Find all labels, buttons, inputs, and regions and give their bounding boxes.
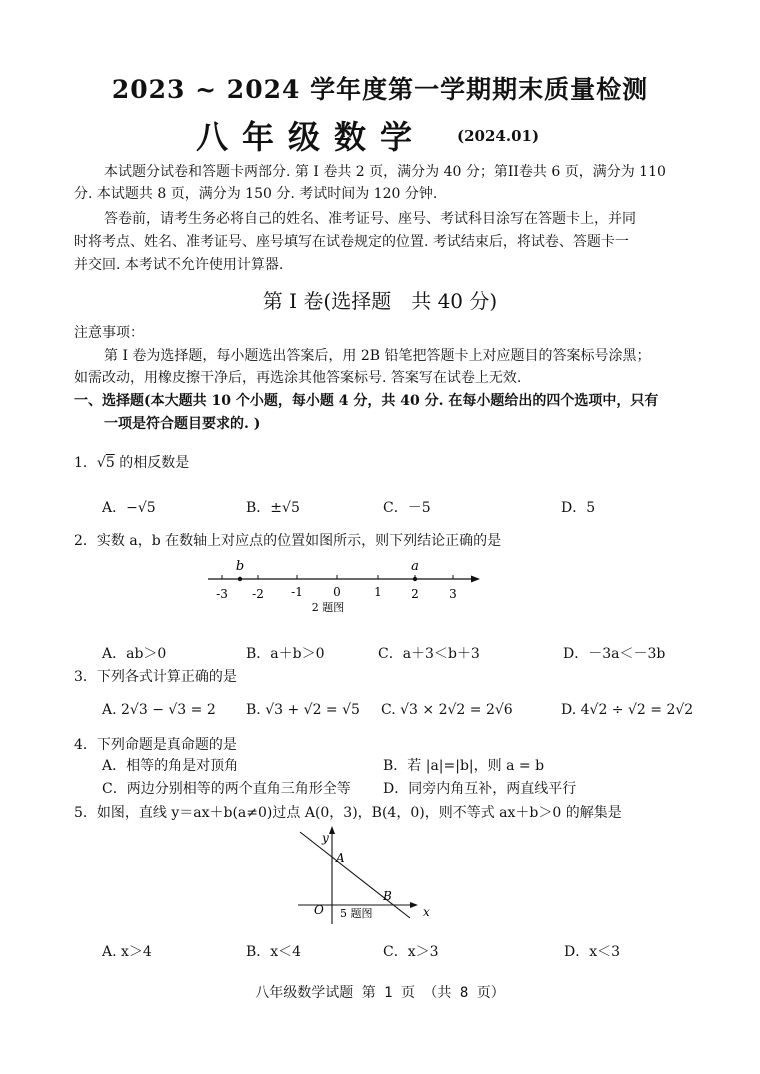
q1-radicand: 5 — [105, 455, 115, 471]
q4-stem: 4．下列命题是真命题的是 — [74, 737, 237, 753]
point-a-label: A — [336, 851, 345, 865]
exam-subtitle: 八年级数学 — [196, 118, 427, 156]
tick-label: 1 — [374, 585, 382, 599]
q5-option-b: B．x＜4 — [246, 944, 302, 960]
q2-option-d: D．－3a＜－3b — [563, 646, 666, 662]
q5-option-a: A. x＞4 — [102, 944, 152, 960]
tick-label: -2 — [252, 587, 264, 601]
intro-line-5: 并交回. 本考试不允许使用计算器. — [74, 257, 284, 273]
y-axis-label: y — [322, 831, 329, 845]
intro-line-3: 答卷前，请考生务必将自己的姓名、准考证号、座号、考试科目涂写在答题卡上，并同 — [104, 211, 636, 227]
q2-option-b: B．a＋b＞0 — [246, 646, 325, 662]
point-b-label: B — [383, 889, 392, 903]
y-axis-arrow — [329, 826, 335, 834]
q4-option-b: B．若 |a|=|b|，则 a = b — [383, 758, 545, 774]
exam-date: (2024.01) — [457, 127, 540, 145]
q5-option-c: C．x＞3 — [383, 944, 439, 960]
x-axis-arrow — [410, 902, 418, 908]
q5-option-d: D．x＜3 — [564, 944, 621, 960]
q1-stem-text: 的相反数是 — [114, 455, 190, 471]
tick-label: -3 — [216, 587, 228, 601]
q2-number-line-figure — [200, 552, 490, 624]
q3-stem: 3．下列各式计算正确的是 — [74, 669, 237, 685]
sqrt-symbol: √ — [96, 455, 106, 471]
tick-label: 3 — [449, 587, 457, 601]
page-footer: 八年级数学试题 第 1 页 （共 8 页） — [255, 985, 505, 1001]
q3-option-b: B. √3 + √2 = √5 — [246, 702, 360, 718]
number-line-arrow — [471, 576, 480, 583]
notice-line-2: 如需改动，用橡皮擦干净后，再选涂其他答案标号. 答案写在试卷上无效. — [74, 370, 522, 386]
q4-option-c: C．两边分别相等的两个直角三角形全等 — [102, 781, 351, 797]
q4-option-a: A．相等的角是对顶角 — [102, 758, 239, 774]
point-b-label: b — [235, 559, 245, 574]
x-axis-label: x — [423, 905, 430, 919]
q1-option-c: C．－5 — [383, 500, 431, 516]
q1-option-a: A．−√5 — [102, 500, 156, 516]
intro-line-1: 本试题分试卷和答题卡两部分. 第 I 卷共 2 页，满分为 40 分；第II卷共 6 页，满分为 110 — [104, 164, 666, 180]
intro-line-4: 时将考点、姓名、准考证号、座号填写在试卷规定的位置. 考试结束后，将试卷、答题卡一 — [74, 234, 629, 250]
q2-option-a: A．ab＞0 — [102, 646, 167, 662]
q1-number: 1． — [74, 455, 97, 471]
q1-option-b: B．±√5 — [246, 500, 300, 516]
section-title: 第 I 卷(选择题 共 40 分) — [262, 289, 498, 313]
q1-stem — [74, 452, 189, 472]
q3-option-d: D. 4√2 ÷ √2 = 2√2 — [561, 702, 694, 718]
q2-figure-caption: 2 题图 — [311, 601, 345, 614]
point-b-dot — [238, 577, 242, 581]
q1-option-d: D．5 — [561, 500, 596, 516]
tick-label: -1 — [291, 585, 303, 599]
notice-line-1: 第 I 卷为选择题，每小题选出答案后，用 2B 铅笔把答题卡上对应题目的答案标号涂黑； — [104, 348, 651, 364]
point-a-dot — [413, 577, 417, 581]
exam-title: 2023 ~ 2024 学年度第一学期期末质量检测 — [111, 75, 649, 104]
section-heading-1: 一、选择题(本大题共 10 个小题，每小题 4 分，共 40 分. 在每小题给出的四个选项中，只有 — [74, 393, 659, 409]
q2-option-c: C．a＋3＜b＋3 — [378, 646, 480, 662]
q3-option-a: A. 2√3 − √3 = 2 — [102, 702, 216, 718]
q5-stem: 5．如图，直线 y＝ax＋b(a≠0)过点 A(0，3)，B(4，0)，则不等式 ax＋b＞0 的解集是 — [74, 805, 622, 821]
section-heading-2: 一项是符合题目要求的. ) — [104, 416, 261, 432]
origin-label: O — [314, 903, 324, 917]
intro-line-2: 分. 本试题共 8 页，满分为 150 分. 考试时间为 120 分钟. — [74, 186, 438, 202]
q3-option-c: C. √3 × 2√2 = 2√6 — [381, 702, 513, 718]
q5-coordinate-figure — [290, 822, 450, 928]
notice-label: 注意事项： — [74, 325, 144, 341]
point-a-label: a — [411, 559, 419, 574]
q2-stem: 2．实数 a，b 在数轴上对应点的位置如图所示，则下列结论正确的是 — [74, 533, 502, 549]
tick-label: 0 — [333, 585, 341, 599]
q5-figure-caption: 5 题图 — [340, 907, 373, 920]
q4-option-d: D．同旁内角互补，两直线平行 — [383, 781, 577, 797]
tick-label: 2 — [411, 587, 419, 601]
